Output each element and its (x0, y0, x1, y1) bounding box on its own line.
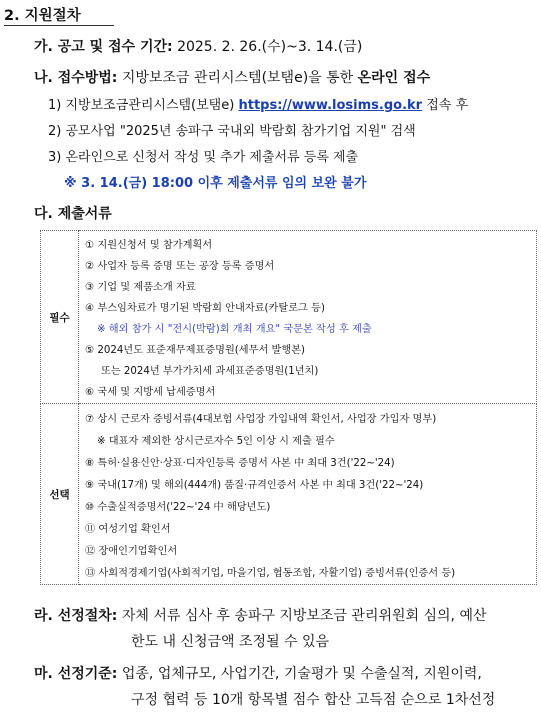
optional-item: ⑨ 국내(17개) 및 해외(444개) 품질·규격인증서 사본 中 최대 3건('22~'24) (85, 480, 424, 491)
title-underline (4, 25, 114, 26)
documents-heading: 다. 제출서류 (34, 206, 112, 222)
selection-criteria-line-1: 마. 선정기준: 업종, 업체규모, 사업기간, 기술평가 및 수출실적, 지원이력, (34, 666, 482, 682)
optional-item: ⑫ 장애인기업확인서 (85, 546, 178, 557)
required-note: ※ 해외 참가 시 "전시(박람)회 개최 개요" 국문본 작성 후 제출 (97, 324, 372, 335)
optional-item: ⑩ 수출실적증명서('22~'24 中 해당년도) (85, 502, 271, 513)
selection-criteria-line-2: 구정 협력 등 10개 항목별 점수 합산 고득점 순으로 1차선정 (131, 692, 496, 708)
optional-item: ⑧ 특허·실용신안·상표·디자인등록 증명서 사본 中 최대 3건('22~'24) (85, 458, 395, 469)
optional-row (41, 404, 537, 585)
required-item: ① 지원신청서 및 참가계획서 (85, 240, 213, 251)
method-line (34, 67, 430, 87)
method-text: 지방보조금 관리시스템(보탬e)을 통한 (121, 70, 354, 86)
required-row (41, 231, 537, 404)
required-category: 필수 (41, 231, 79, 404)
selection-criteria-label: 마. 선정기준: (34, 666, 118, 682)
selection-process-line-2: 한도 내 신청금액 조정될 수 있음 (131, 634, 330, 650)
method-emphasis: 온라인 접수 (357, 70, 431, 86)
required-item: ⑥ 국세 및 지방세 납세증명서 (85, 387, 216, 398)
required-items-cell (79, 231, 537, 404)
optional-note: ※ 대표자 제외한 상시근로자수 5인 이상 시 제출 필수 (97, 436, 335, 447)
required-item: ② 사업자 등록 증명 또는 공장 등록 증명서 (85, 261, 275, 272)
required-item: ⑤ 2024년도 표준재무제표증명원(세무서 발행본) (85, 345, 306, 356)
optional-item: ⑦ 상시 근로자 증빙서류(4대보험 사업장 가입내역 확인서, 사업장 가입자 명부) (85, 414, 437, 425)
method-step-1: 1) 지방보조금관리시스템(보탬e) https://www.losims.go.kr 접속 후 (48, 98, 469, 113)
selection-process-label: 라. 선정절차: (34, 608, 118, 624)
required-item-continued: 또는 2024년 부가가치세 과세표준증명원(1년치) (101, 366, 319, 377)
optional-category: 선택 (41, 404, 79, 585)
section-title: 2. 지원절차 (4, 4, 81, 25)
period-label: 가. 공고 및 접수 기간: (34, 39, 173, 55)
required-item: ③ 기업 및 제품소개 자료 (85, 282, 196, 293)
selection-process-line-1: 라. 선정절차: 자체 서류 심사 후 송파구 지방보조금 관리위원회 심의, 예산 (34, 608, 487, 624)
losims-link[interactable]: https://www.losims.go.kr (238, 98, 423, 113)
documents-table (40, 230, 537, 585)
required-item: ④ 부스임차료가 명기된 박람회 안내자료(카탈로그 등) (85, 303, 325, 314)
method-label: 나. 접수방법: (34, 70, 118, 86)
period-value: 2025. 2. 26.(수)~3. 14.(금) (177, 39, 363, 55)
period-line (34, 36, 362, 56)
method-step-3: 3) 온라인으로 신청서 작성 및 추가 제출서류 등록 제출 (48, 150, 359, 165)
deadline-notice: ※ 3. 14.(금) 18:00 이후 제출서류 임의 보완 불가 (64, 176, 367, 191)
optional-item: ⑬ 사회적경제기업(사회적기업, 마을기업, 협동조합, 자활기업) 증빙서류(인증서 등) (85, 568, 456, 579)
method-step-2: 2) 공모사업 "2025년 송파구 국내외 박람회 참가기업 지원" 검색 (48, 124, 416, 139)
optional-item: ⑪ 여성기업 확인서 (85, 524, 171, 535)
optional-items-cell (79, 404, 537, 585)
